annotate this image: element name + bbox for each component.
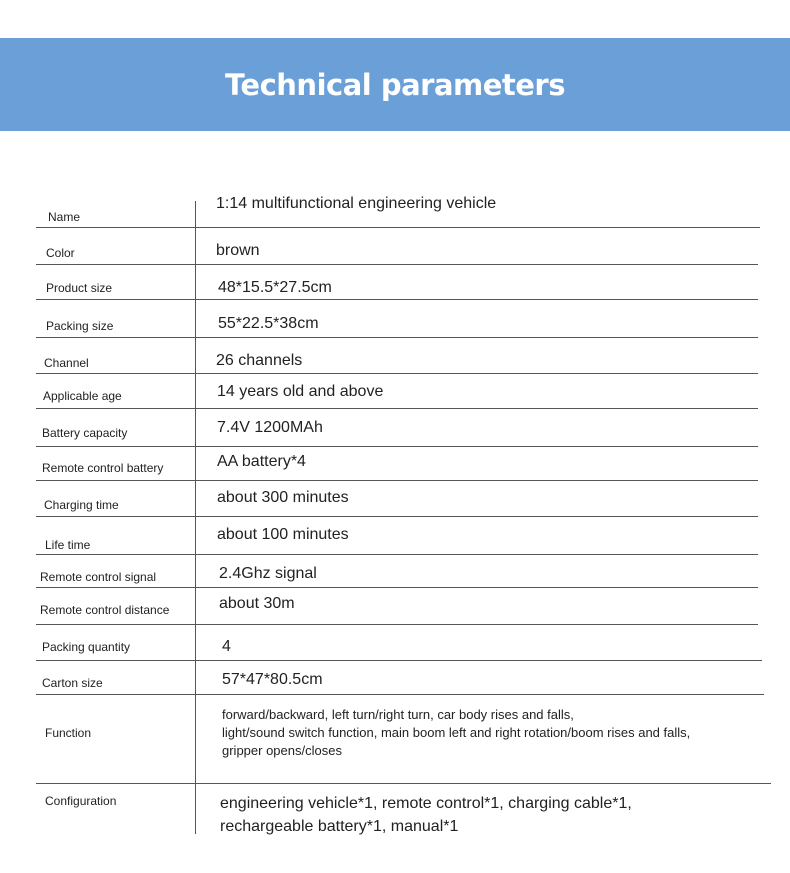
row-value-remote-control-signal: 2.4Ghz signal — [219, 565, 317, 582]
row-divider — [36, 299, 758, 300]
row-label-function: Function — [45, 726, 92, 740]
row-label-packing-quantity: Packing quantity — [42, 640, 131, 654]
row-label-remote-control-signal: Remote control signal — [40, 570, 157, 584]
row-divider — [36, 516, 758, 517]
row-value-carton-size: 57*47*80.5cm — [222, 671, 323, 688]
row-divider — [36, 694, 764, 695]
row-label-product-size: Product size — [46, 281, 113, 295]
row-label-remote-control-distance: Remote control distance — [40, 603, 170, 617]
row-label-color: Color — [46, 246, 75, 260]
row-label-remote-control-battery: Remote control battery — [42, 461, 164, 475]
row-label-carton-size: Carton size — [42, 676, 103, 690]
row-label-applicable-age: Applicable age — [43, 389, 122, 403]
row-divider — [36, 373, 758, 374]
row-value-packing-size: 55*22.5*38cm — [218, 315, 319, 332]
column-divider — [195, 201, 196, 834]
row-divider — [36, 337, 758, 338]
row-label-battery-capacity: Battery capacity — [42, 426, 128, 440]
row-divider — [36, 480, 758, 481]
row-divider — [36, 227, 760, 228]
row-value-remote-control-distance: about 30m — [219, 595, 295, 612]
row-label-charging-time: Charging time — [44, 498, 119, 512]
configuration-line: rechargeable battery*1, manual*1 — [220, 818, 459, 835]
header-banner — [0, 38, 790, 131]
row-value-configuration — [220, 792, 632, 838]
row-divider — [36, 554, 758, 555]
row-divider — [36, 264, 758, 265]
row-divider — [36, 408, 758, 409]
row-divider — [36, 783, 771, 784]
row-value-color: brown — [216, 242, 260, 259]
row-divider — [36, 660, 762, 661]
row-value-charging-time: about 300 minutes — [217, 489, 349, 506]
function-line: forward/backward, left turn/right turn, car body rises and falls, — [222, 707, 574, 722]
row-value-function — [222, 706, 690, 760]
row-label-name: Name — [48, 210, 81, 224]
row-label-configuration: Configuration — [45, 794, 117, 808]
row-value-battery-capacity: 7.4V 1200MAh — [217, 419, 323, 436]
row-value-applicable-age: 14 years old and above — [217, 383, 384, 400]
row-divider — [36, 446, 758, 447]
row-value-remote-control-battery: AA battery*4 — [217, 453, 306, 470]
row-label-channel: Channel — [44, 356, 89, 370]
row-value-life-time: about 100 minutes — [217, 526, 349, 543]
function-line: gripper opens/closes — [222, 743, 342, 758]
row-value-product-size: 48*15.5*27.5cm — [218, 279, 332, 296]
row-value-packing-quantity: 4 — [222, 638, 231, 655]
configuration-line: engineering vehicle*1, remote control*1, charging cable*1, — [220, 795, 632, 812]
row-value-channel: 26 channels — [216, 352, 303, 369]
row-divider — [36, 587, 758, 588]
page-title: Technical parameters — [225, 67, 565, 102]
row-value-name: 1:14 multifunctional engineering vehicle — [216, 195, 497, 212]
row-label-life-time: Life time — [45, 538, 91, 552]
row-divider — [36, 624, 758, 625]
function-line: light/sound switch function, main boom left and right rotation/boom rises and falls, — [222, 725, 691, 740]
row-label-packing-size: Packing size — [46, 319, 114, 333]
